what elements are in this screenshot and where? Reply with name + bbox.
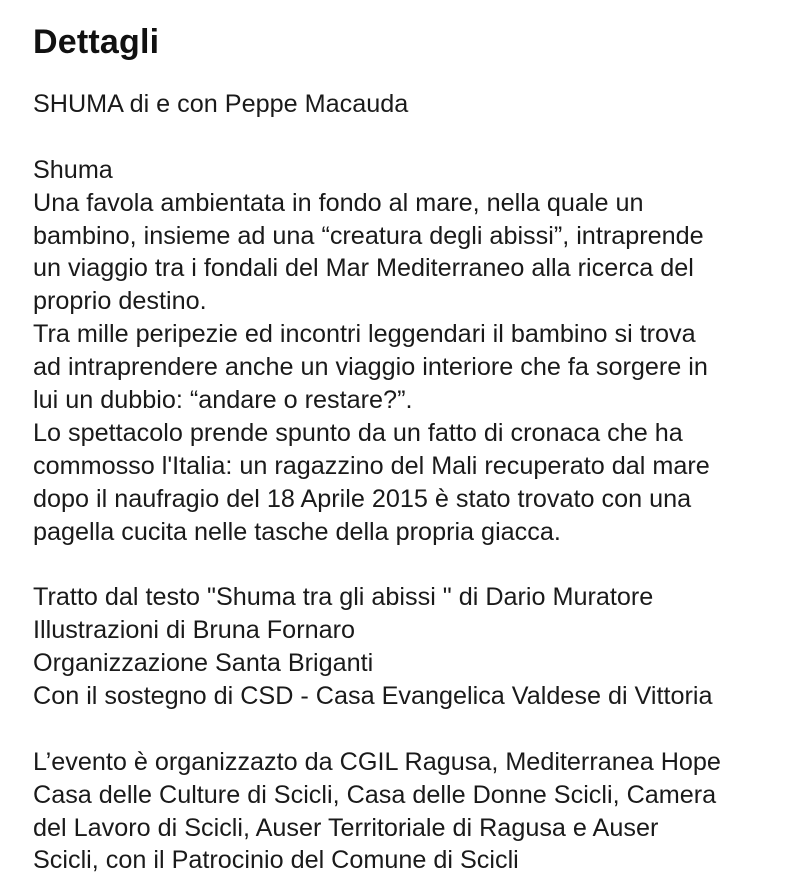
details-line: dopo il naufragio del 18 Aprile 2015 è stato trovato con una [33, 484, 692, 513]
details-line: del Lavoro di Scicli, Auser Territoriale di Ragusa e Auser [33, 813, 659, 842]
details-line: Con il sostegno di CSD - Casa Evangelica Valdese di Vittoria [33, 682, 713, 711]
details-line: Organizzazione Santa Briganti [33, 649, 374, 678]
details-line: Scicli, con il Patrocinio del Comune di Scicli [33, 846, 519, 875]
page-title: Dettagli [33, 23, 160, 61]
details-line: SHUMA di e con Peppe Macauda [33, 90, 409, 118]
details-blank-line [33, 713, 797, 746]
details-line: ad intraprendere anche un viaggio interiore che fa sorgere in [33, 353, 708, 382]
details-line: Shuma [33, 155, 113, 184]
details-line: L’evento è organizzazto da CGIL Ragusa, Mediterranea Hope [33, 747, 721, 776]
details-line: Illustrazioni di Bruna Fornaro [33, 616, 355, 645]
details-blank-line [33, 121, 797, 154]
details-line: lui un dubbio: “andare o restare?”. [33, 386, 413, 415]
details-text [33, 88, 797, 877]
details-line: Una favola ambientata in fondo al mare, nella quale un [33, 188, 644, 217]
details-line: Tratto dal testo "Shuma tra gli abissi " di Dario Muratore [33, 583, 654, 612]
details-line: bambino, insieme ad una “creatura degli abissi”, intraprende [33, 221, 704, 250]
details-line: Tra mille peripezie ed incontri leggendari il bambino si trova [33, 320, 696, 349]
details-page [33, 22, 797, 877]
details-line: proprio destino. [33, 287, 207, 316]
details-line: Lo spettacolo prende spunto da un fatto di cronaca che ha [33, 418, 683, 447]
details-line: Casa delle Culture di Scicli, Casa delle Donne Scicli, Camera [33, 780, 717, 809]
details-line: commosso l'Italia: un ragazzino del Mali recuperato dal mare [33, 451, 710, 480]
details-blank-line [33, 548, 797, 581]
details-line: pagella cucita nelle tasche della propria giacca. [33, 517, 561, 546]
details-line: un viaggio tra i fondali del Mar Mediterraneo alla ricerca del [33, 254, 694, 283]
